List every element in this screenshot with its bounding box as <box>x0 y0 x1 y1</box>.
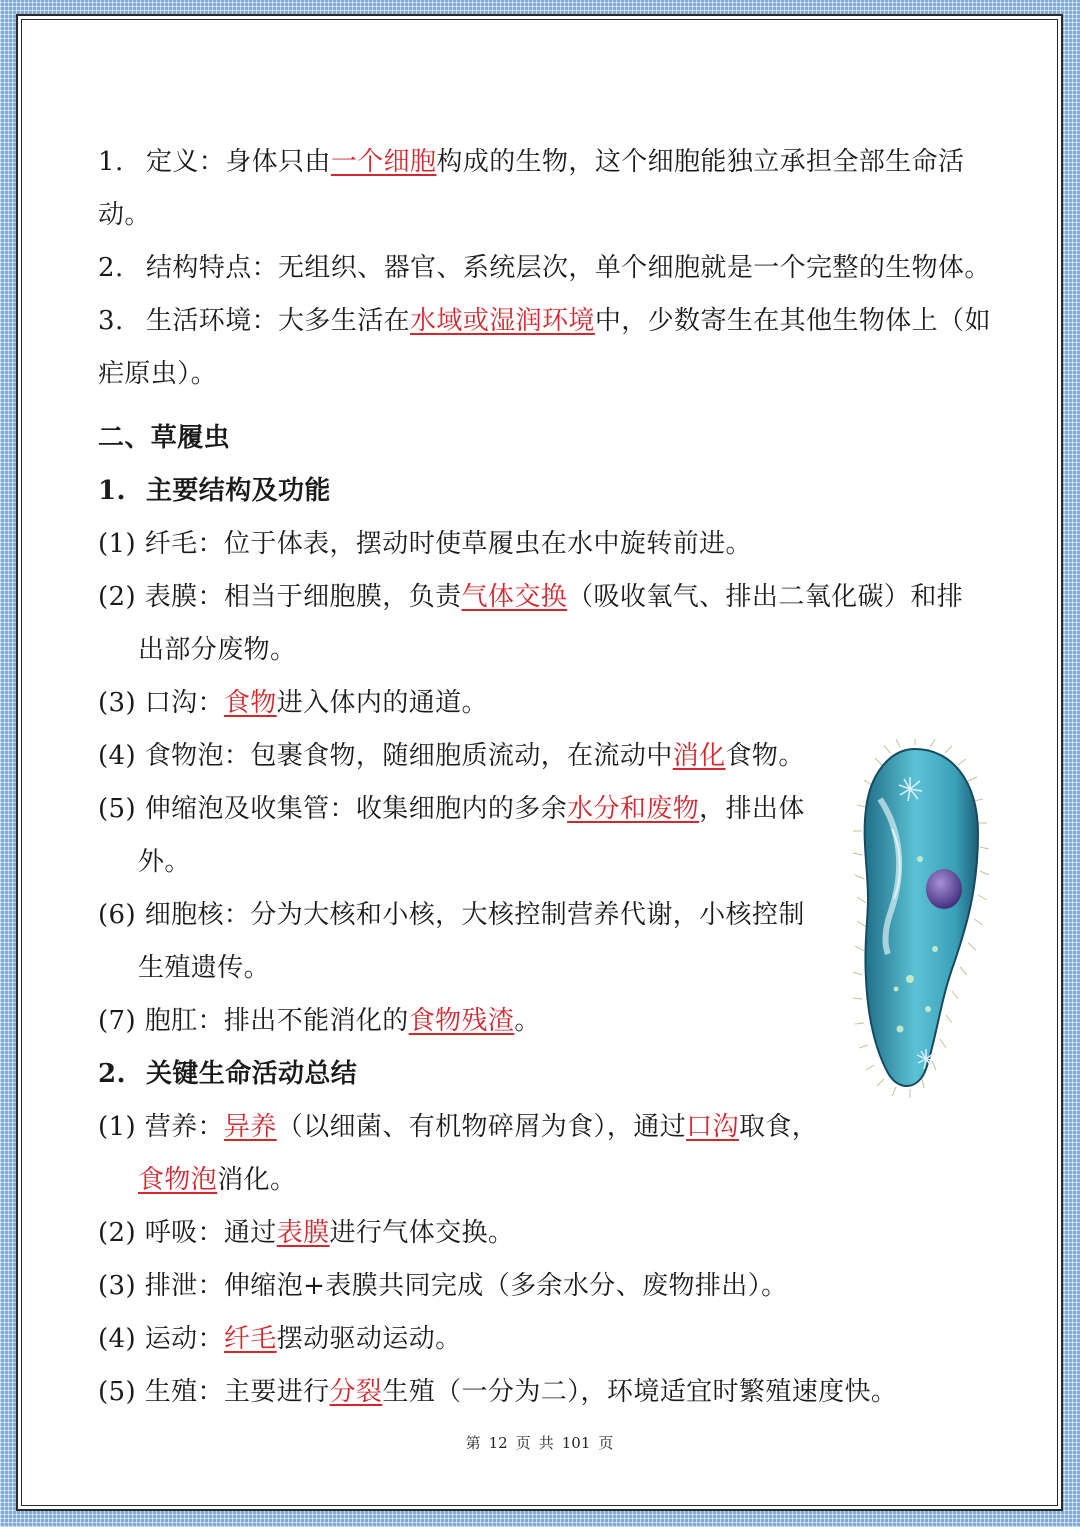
document-content <box>16 14 1063 1511</box>
item-text: 身体只由 <box>225 147 331 177</box>
document-page <box>16 14 1063 1511</box>
list-item <box>98 898 805 932</box>
structure-line <box>98 251 991 285</box>
item-label: 呼吸： <box>144 1218 224 1248</box>
list-item-cont <box>138 1163 296 1197</box>
item-number: (2) <box>98 1218 137 1248</box>
highlight-term: 异养 <box>223 1112 277 1142</box>
item-text: 相当于细胞膜，负责 <box>223 582 462 612</box>
item-text: 包裹食物，随细胞质流动，在流动中 <box>250 741 673 771</box>
item-text: 消化。 <box>217 1165 297 1195</box>
list-item <box>98 527 752 561</box>
list-item <box>98 1110 818 1144</box>
item-text: （吸收氧气、排出二氧化碳）和排 <box>567 582 964 612</box>
highlight-term: 分裂 <box>329 1377 383 1407</box>
item-label: 生殖： <box>144 1377 224 1407</box>
item-number: (5) <box>98 1377 137 1407</box>
item-number: (1) <box>98 529 137 559</box>
list-item <box>98 1216 514 1250</box>
list-item <box>98 739 805 773</box>
item-label: 表膜： <box>144 582 224 612</box>
item-text: 动。 <box>98 200 151 230</box>
item-label: 胞肛： <box>144 1006 224 1036</box>
subsection-title-text: 主要结构及功能 <box>146 476 331 506</box>
item-label: 定义： <box>146 147 226 177</box>
item-label: 细胞核： <box>144 900 251 930</box>
definition-line <box>98 145 964 179</box>
item-text: 进入体内的通道。 <box>276 688 488 718</box>
item-text: 进行气体交换。 <box>329 1218 515 1248</box>
page-footer <box>16 1432 1063 1453</box>
item-number: (4) <box>98 1324 137 1354</box>
item-number: (4) <box>98 741 137 771</box>
section-title: 二、草履虫 <box>98 423 231 453</box>
item-number: (6) <box>98 900 137 930</box>
list-item <box>98 1004 541 1038</box>
highlight-term: 水分和废物 <box>567 794 700 824</box>
subsection-number: 2. <box>98 1059 126 1089</box>
highlight-term: 气体交换 <box>461 582 568 612</box>
item-text: 收集细胞内的多余 <box>355 794 568 824</box>
item-text: 主要进行 <box>223 1377 330 1407</box>
list-item <box>98 580 963 614</box>
habitat-line-cont <box>98 357 217 391</box>
item-text: （以细菌、有机物碎屑为食），通过 <box>276 1112 687 1142</box>
item-label: 口沟： <box>144 688 224 718</box>
list-item <box>98 1322 462 1356</box>
footer-text: 页 <box>515 1434 531 1452</box>
list-item-cont <box>138 845 191 879</box>
definition-line-cont <box>98 198 151 232</box>
item-text: 通过 <box>223 1218 277 1248</box>
item-text: 取食， <box>738 1112 819 1142</box>
item-number: 2. <box>98 253 124 283</box>
highlight-term: 食物泡 <box>138 1165 218 1195</box>
item-text: 食物。 <box>725 741 805 771</box>
list-item-cont <box>138 951 270 985</box>
subsection-title-structure <box>98 474 331 508</box>
item-number: (2) <box>98 582 137 612</box>
highlight-term: 一个细胞 <box>330 147 437 177</box>
highlight-term: 口沟 <box>686 1112 739 1142</box>
item-label: 排泄： <box>144 1271 224 1301</box>
item-text: 。 <box>514 1006 541 1036</box>
footer-text: 第 <box>465 1434 481 1452</box>
item-number: 3. <box>98 306 124 336</box>
item-label: 运动： <box>144 1324 224 1354</box>
footer-text: 共 <box>538 1434 554 1452</box>
habitat-line <box>98 304 991 338</box>
list-item-cont <box>138 633 296 667</box>
item-label: 食物泡： <box>144 741 251 771</box>
item-label: 纤毛： <box>144 529 224 559</box>
highlight-term: 食物 <box>223 688 277 718</box>
item-text: 外。 <box>138 847 191 877</box>
highlight-term: 水域或湿润环境 <box>410 306 595 336</box>
item-text: 生殖（一分为二），环境适宜时繁殖速度快。 <box>382 1377 898 1407</box>
item-text: 中，少数寄生在其他生物体上（如 <box>594 306 991 336</box>
item-number: (7) <box>98 1006 137 1036</box>
list-item <box>98 1269 788 1303</box>
item-label: 结构特点： <box>146 253 279 283</box>
item-text: 大多生活在 <box>278 306 411 336</box>
item-text: 构成的生物，这个细胞能独立承担全部生命活 <box>436 147 965 177</box>
list-item <box>98 1375 897 1409</box>
subsection-number: 1. <box>98 476 126 506</box>
item-number: (1) <box>98 1112 137 1142</box>
item-number: 1. <box>98 147 124 177</box>
item-text: 伸缩泡+表膜共同完成（多余水分、废物排出）。 <box>223 1271 788 1301</box>
item-text: 分为大核和小核，大核控制营养代谢，小核控制 <box>250 900 805 930</box>
item-label: 伸缩泡及收集管： <box>144 794 356 824</box>
subsection-title-activities <box>98 1057 357 1091</box>
total-pages: 101 <box>561 1434 591 1452</box>
item-text: ，排出体 <box>699 794 805 824</box>
item-text: 排出不能消化的 <box>223 1006 409 1036</box>
item-text: 摆动驱动运动。 <box>276 1324 462 1354</box>
item-label: 生活环境： <box>146 306 279 336</box>
highlight-term: 纤毛 <box>223 1324 277 1354</box>
page-number: 12 <box>488 1434 508 1452</box>
item-text: 位于体表，摆动时使草履虫在水中旋转前进。 <box>223 529 752 559</box>
subsection-title-text: 关键生命活动总结 <box>146 1059 358 1089</box>
item-text: 出部分废物。 <box>138 635 297 665</box>
item-number: (3) <box>98 688 137 718</box>
item-text: 疟原虫）。 <box>98 359 218 389</box>
macronucleus <box>926 869 962 909</box>
item-text: 无组织、器官、系统层次，单个细胞就是一个完整的生物体。 <box>278 253 991 283</box>
paramecium-illustration <box>840 739 990 1114</box>
highlight-term: 表膜 <box>276 1218 330 1248</box>
item-label: 营养： <box>144 1112 224 1142</box>
item-number: (3) <box>98 1271 137 1301</box>
item-text: 生殖遗传。 <box>138 953 271 983</box>
item-number: (5) <box>98 794 137 824</box>
list-item <box>98 686 488 720</box>
highlight-term: 消化 <box>672 741 726 771</box>
highlight-term: 食物残渣 <box>408 1006 515 1036</box>
footer-text: 页 <box>598 1434 614 1452</box>
list-item <box>98 792 805 826</box>
